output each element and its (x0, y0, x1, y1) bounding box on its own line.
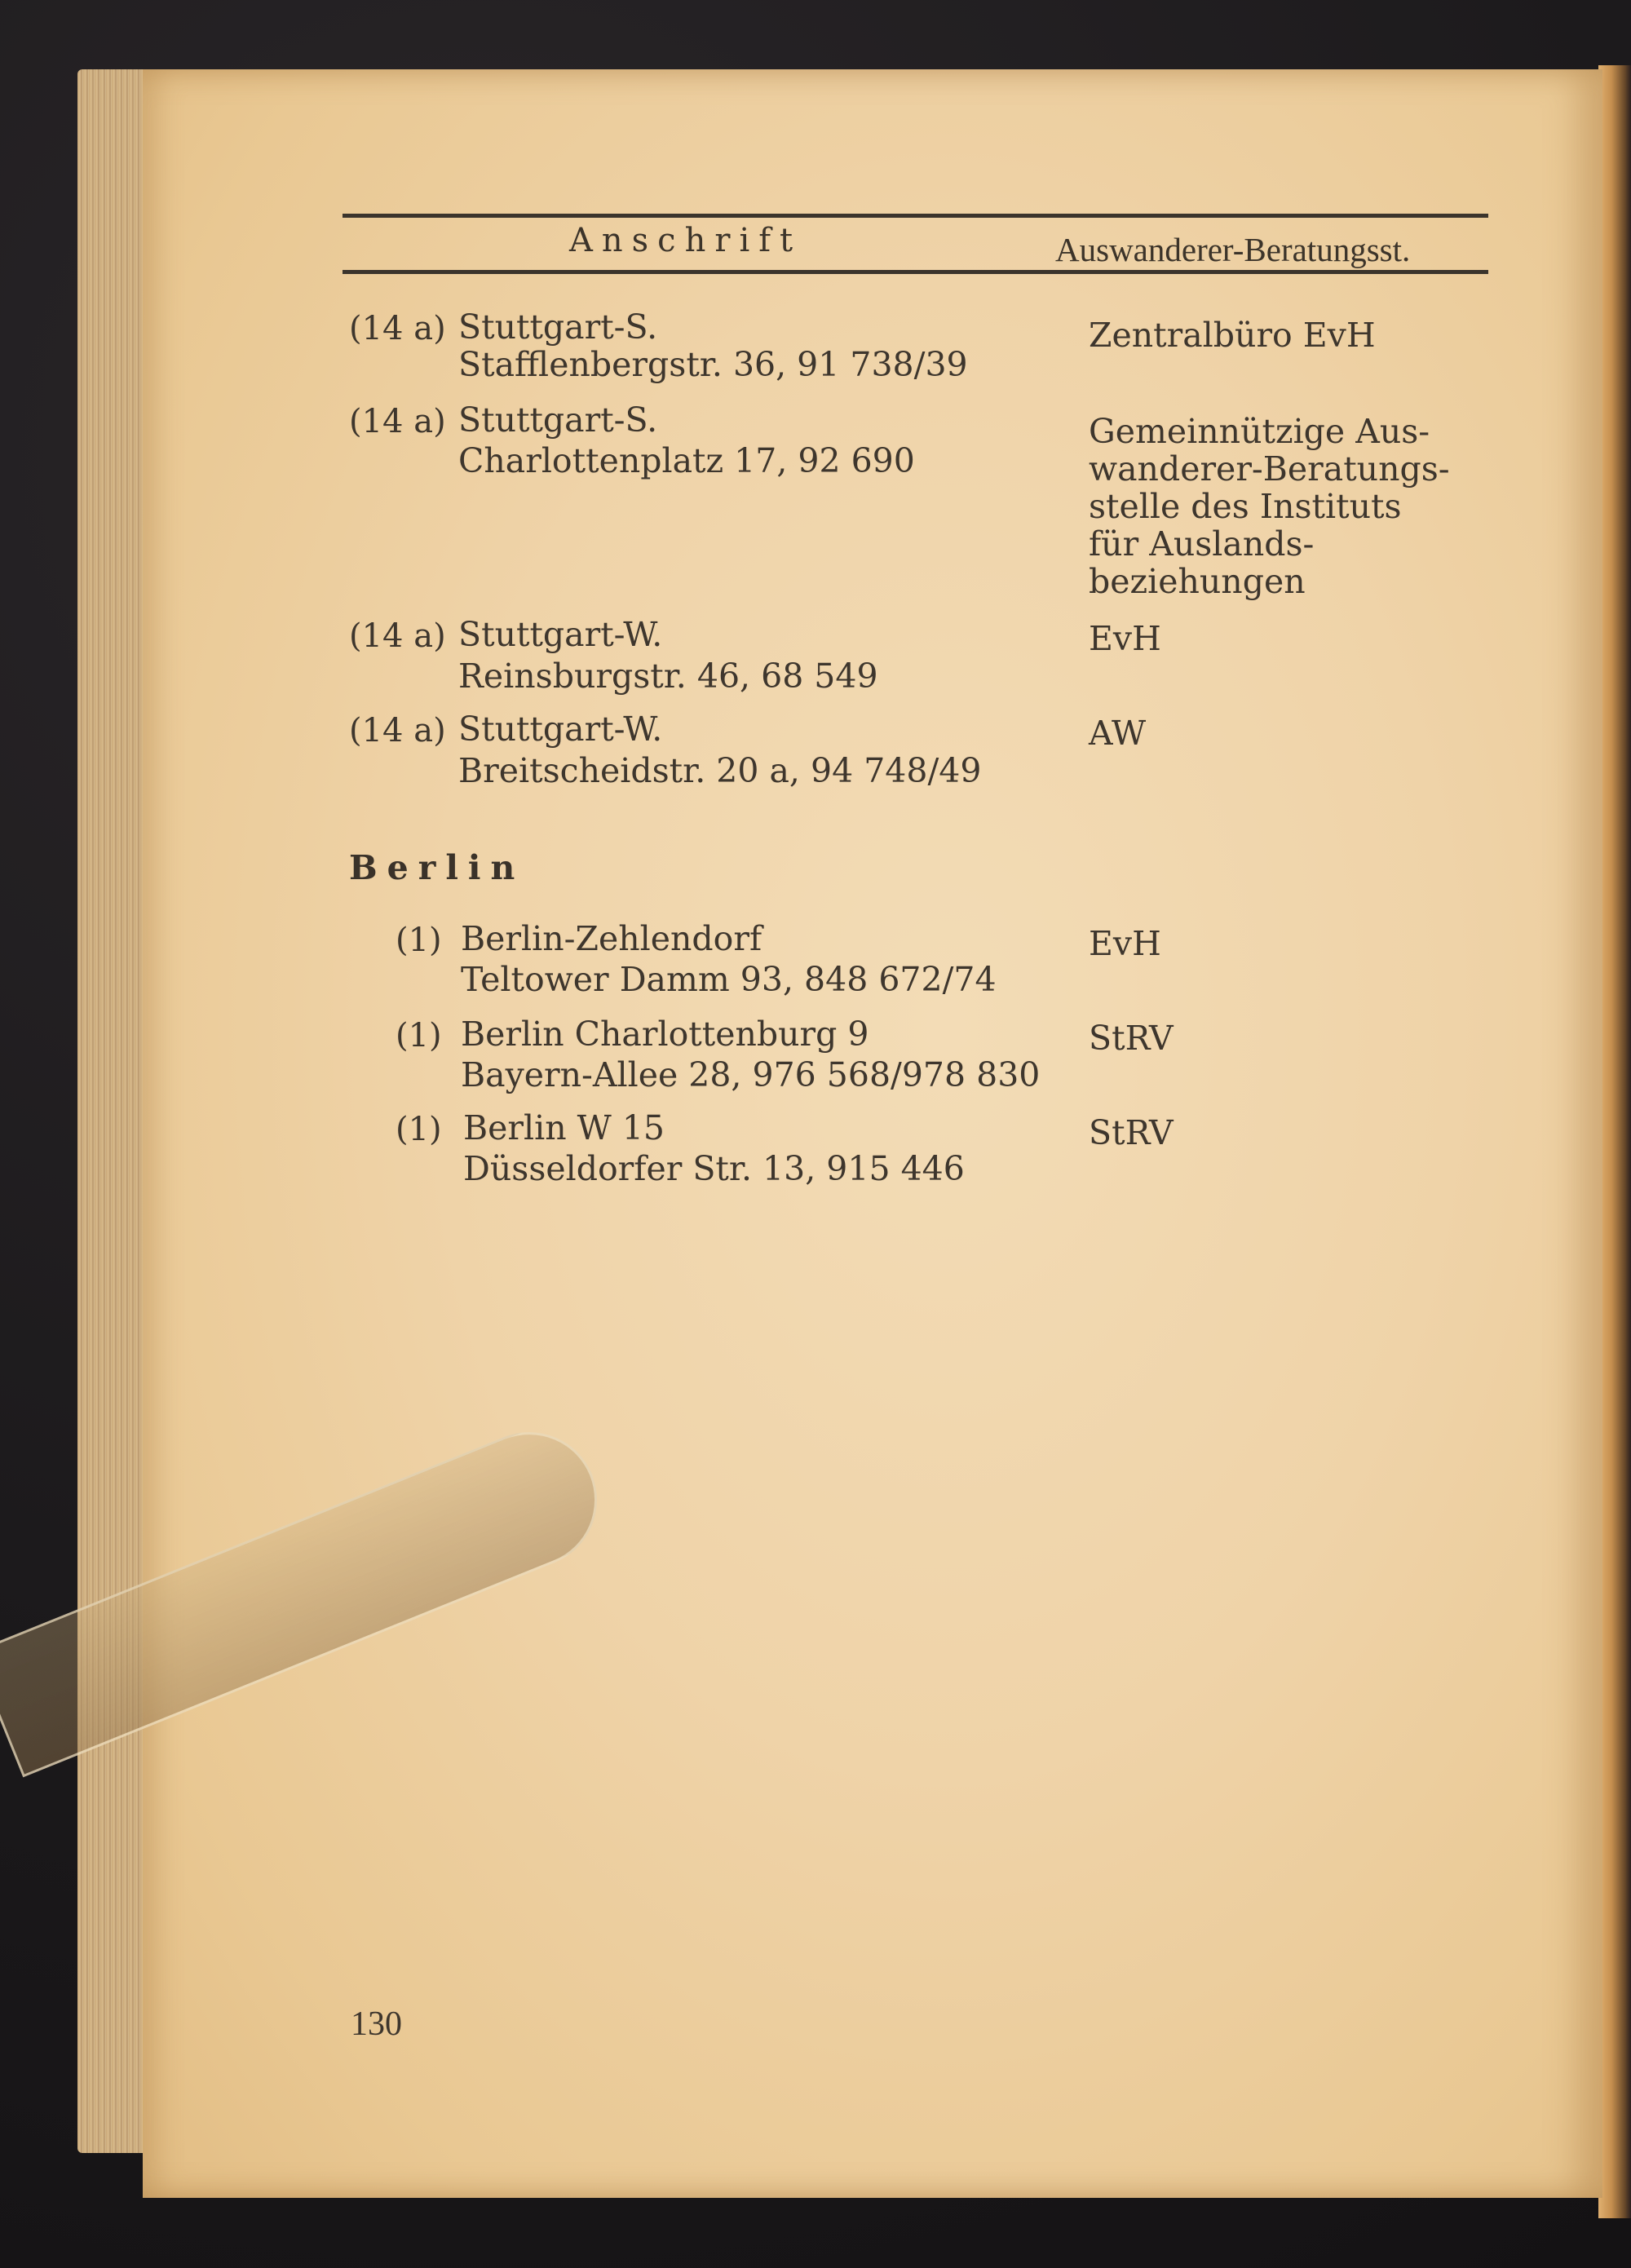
city-line: Berlin Charlottenburg 9 (461, 1015, 869, 1054)
book-spine (1598, 65, 1631, 2218)
postal-code: (14 a) (349, 617, 446, 655)
header-rule-bottom (343, 270, 1488, 274)
office-name: AW (1089, 714, 1147, 753)
page-number: 130 (351, 2005, 402, 2043)
street-phone-line: Breitscheidstr. 20 a, 94 748/49 (458, 751, 982, 790)
city-line: Stuttgart-W. (458, 615, 663, 654)
postal-code: (1) (396, 922, 442, 959)
postal-code: (14 a) (349, 403, 446, 440)
office-name-line: für Auslands- (1089, 524, 1315, 564)
postal-code: (14 a) (349, 712, 446, 749)
office-name-line: wanderer-Beratungs- (1089, 449, 1450, 489)
city-line: Stuttgart-S. (458, 400, 658, 440)
city-line: Berlin W 15 (463, 1108, 665, 1147)
postal-code: (14 a) (349, 310, 446, 347)
office-name: EvH (1089, 619, 1161, 658)
section-heading-berlin: Berlin (349, 848, 525, 887)
office-name: Zentralbüro EvH (1089, 316, 1376, 355)
street-phone-line: Reinsburgstr. 46, 68 549 (458, 657, 878, 696)
city-line: Stuttgart-W. (458, 710, 663, 749)
postal-code: (1) (396, 1017, 442, 1054)
street-phone-line: Charlottenplatz 17, 92 690 (458, 441, 915, 480)
street-phone-line: Stafflenbergstr. 36, 91 738/39 (458, 345, 968, 384)
street-phone-line: Düsseldorfer Str. 13, 915 446 (463, 1149, 965, 1188)
city-line: Berlin-Zehlendorf (461, 919, 762, 958)
column-header-address: Anschrift (569, 222, 802, 259)
street-phone-line: Teltower Damm 93, 848 672/74 (461, 960, 997, 999)
office-name-line: beziehungen (1089, 562, 1306, 601)
office-name: StRV (1089, 1019, 1174, 1058)
column-header-office: Auswanderer-Beratungsst. (1055, 231, 1411, 268)
header-rule-top (343, 214, 1488, 218)
office-name-line: Gemeinnützige Aus- (1089, 412, 1430, 451)
city-line: Stuttgart-S. (458, 307, 658, 347)
office-name: StRV (1089, 1113, 1174, 1152)
office-name-line: stelle des Instituts (1089, 487, 1402, 526)
street-phone-line: Bayern-Allee 28, 976 568/978 830 (461, 1055, 1041, 1094)
book-page (143, 69, 1602, 2198)
postal-code: (1) (396, 1111, 442, 1148)
office-name: EvH (1089, 924, 1161, 963)
